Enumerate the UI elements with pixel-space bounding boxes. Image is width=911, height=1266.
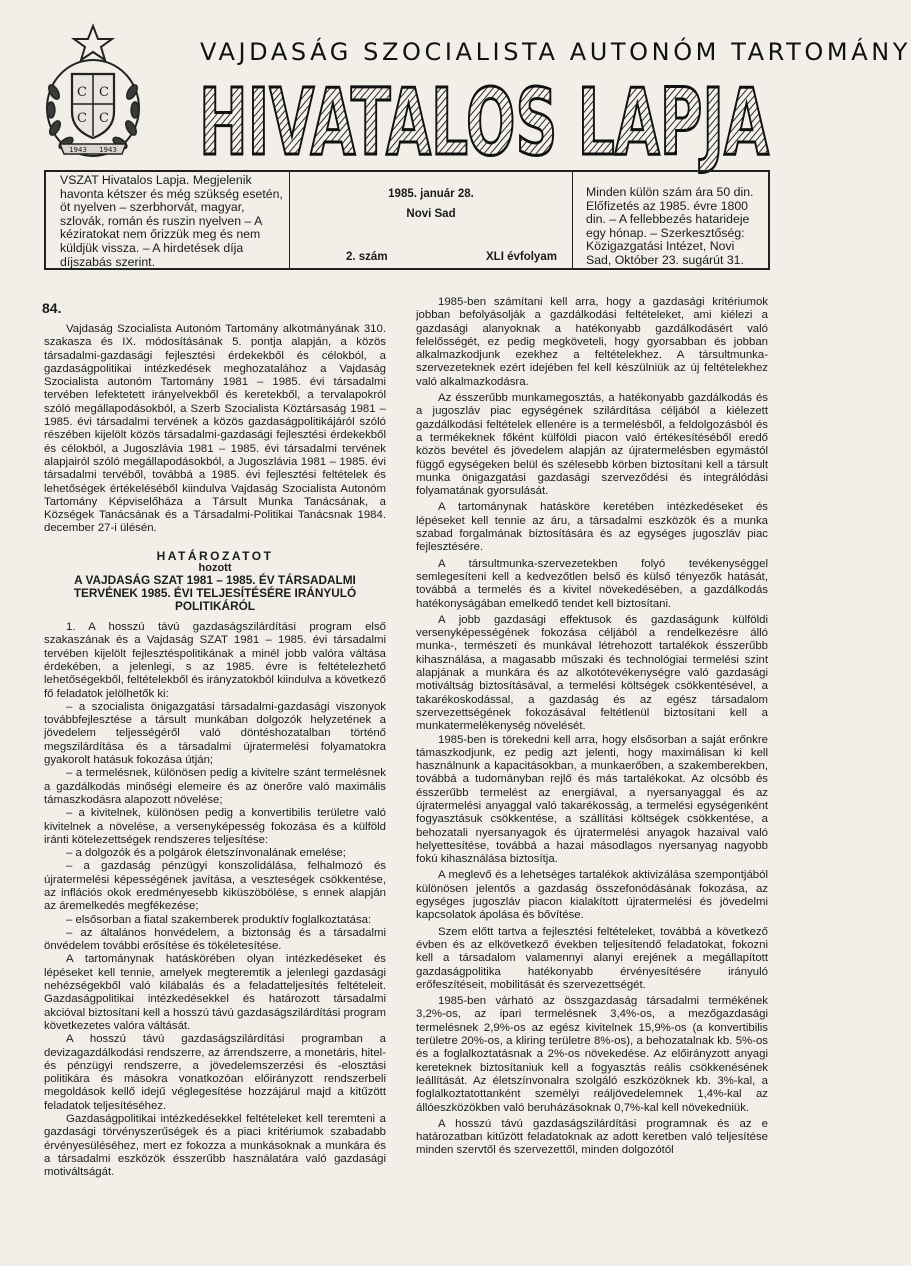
body-paragraph: A meglevő és a lehetséges tartalékok aktivizálása szempontjából különösen jelentős a gazdaság összefonódásának fokozása, az egységes jugoszláv piacon kialakított újratermelési és jövedelmi kapcsolatok ápolása és bővítése.: [416, 869, 768, 922]
coat-of-arms-icon: [42, 22, 144, 162]
document-number: 84.: [42, 300, 62, 316]
pricing-and-editorial: Minden külön szám ára 50 din. Előfizetés az 1985. évre 1800 din. – A fellebbezés hatarideje egy hónap. – Szerkesztőség: Közigazgatási Intézet, Novi Sad, Október 23. sugárút 31.: [586, 185, 754, 267]
list-item: – a szocialista önigazgatási társadalmi-gazdasági viszonyok továbbfejlesztése a társult munkában dolgozók helyzetének a jövedelem teljességéről való döntéshozatalban történő megszilárdítása és a társadalmi újratermelési folyamatokra gyakorolt hatásuk fokozása útján;: [44, 700, 386, 767]
province-supertitle: VAJDASÁG SZOCIALISTA AUTONÓM TARTOMÁNY: [200, 38, 911, 66]
body-paragraph: A hosszú távú gazdaságszilárdítási programban a devizagazdálkodási rendszerre, az árrendszerre, a monetáris, hitel- és pénzügyi rendszerre, a jövedelemszerzési és -elosztási politikára és másokra vonatkozóan előirányzott rendszerbeli megoldások kellő idejű véglegesítése hozzájárul majd a kitűzött feladatok teljesítéséhez.: [44, 1033, 386, 1112]
issue-number: 2. szám: [346, 251, 388, 263]
body-paragraph: Az ésszerűbb munkamegosztás, a hatékonyabb gazdálkodás és a jugoszláv piac egységének szilárdítása céljából a kiélezett gazdálkodási feltételek ellenére is a termelésből, a feldolgozásból és a termékeknek főként külföldi piacon való értékesítéséből eredő közös bevétel és jövedelem alapján az újratermelésben egymástól függő egységeken belül és szélesebb körben biztosítani kell a társult munka önigazgatási gazdasági szerveződési és integrálódási folyamatának gyorsulását.: [416, 392, 768, 498]
list-item: – a termelésnek, különösen pedig a kivitelre szánt termelésnek a gazdálkodás minőségi elemeire és az önerőre való maximális támaszkodásra alapozott növelése;: [44, 767, 386, 806]
body-paragraph: 1985-ben számítani kell arra, hogy a gazdasági kritériumok jobban befolyásolják a gazdálkodási feltételeket, ami kiélezi a gazdasági alanyoknak a hatékonyabb gazdálkodásért való felelősségét, ez pedig megköveteli, hogy gyorsabban és jobban alkalmazkodjunk ezekhez a feltételekhez. A társultmunka-szervezeteknek ezért idejében fel kell készülniük az új feltételekhez való alkalmazkodásra.: [416, 296, 768, 388]
right-column: [416, 296, 768, 1158]
body-paragraph: A tartománynak hatáskörében olyan intézkedéseket és lépéseket kell tennie, amelyek megteremtik a jelenlegi gazdasági nehézségekből való kilábalás és a feladatteljesítés feltételeit. Gazdaságpolitikai intézkedésekkel és határozott társadalmi akcióval biztosítani kell a hosszú távú gazdaságszilárdítási program következetes valóra váltását.: [44, 953, 386, 1032]
decision-heading-subject: A VAJDASÁG SZAT 1981 – 1985. ÉV TÁRSADALMI TERVÉNEK 1985. ÉVI TELJESÍTÉSÉRE IRÁNYULÓ POLITIKÁRÓL: [73, 573, 357, 614]
body-paragraph: A társultmunka-szervezetekben folyó tevékenységgel semlegesíteni kell a kedvezőtlen belső és külső tényezők hatását, továbbá a termelés és a kivitel növekedésében, a gazdálkodás hatékonyságában emelkedő tendet kell biztosítani.: [416, 557, 768, 610]
body-paragraph: Gazdaságpolitikai intézkedésekkel feltételeket kell teremteni a gazdasági törvényszerűségek és a piaci kritériumok szabadabb érvényesüléséhez, mert ez fokozza a munkásoknak a munkára és a társadalmi eszközök ésszerűbb használatára való gazdasági motiváltságát.: [44, 1113, 386, 1179]
svg-text:C: C: [99, 111, 109, 126]
issue-date: 1985. január 28.: [388, 188, 474, 200]
list-item: – az általános honvédelem, a biztonság és a társadalmi önvédelem további erősítése és tökéletesítése.: [44, 926, 386, 953]
body-paragraph: A tartománynak hatásköre keretében intézkedéseket és lépéseket kell tennie az áru, a társadalmi eszközök és a munka szabad forgalmának biztosítására és az egységes jugoszláv piac fejlesztésére.: [416, 501, 768, 554]
coat-of-arms-emblem: [42, 22, 144, 162]
body-paragraph: A jobb gazdasági effektusok és gazdaságunk külföldi versenyképességének fokozása céljából a rendelkezésre álló munka-, természeti és munkával létrehozott tartalékok ésszerűbb kihasználása, a magasabb műszaki és technológiai termelési szint alapjának a munkára és az alkotótevékenységre való gazdasági motiváltság biztosításával, a termelési költségek csökkentésével, a takarékoskodással, a gazdaság és az egész társadalom szervezettségének fokozásával feltétlenül biztosítani kell a munkatermelékenység növelését.: [416, 613, 768, 733]
preamble-paragraph: Vajdaság Szocialista Autonóm Tartomány alkotmányának 310. szakasza és IX. módosításának 5. pontja alapján, a közös társadalmi-gazdasági fejlesztési érdekekből és célokból, a gazdaságpolitikai intézkedések meghozatalához a Vajdaság Szocialista autonóm Tartomány 1981 – 1985. évi társadalmi tervében lefektetett irányelvekből és keretekből, a tervalapokról szóló megállapodásokból, a Szerb Szocialista Köztársaság 1981 – 1985. évi társadalmi tervének a közös gazdaságpolitikájáról szóló részében kijelölt közös társadalmi-gazdasági fejlesztési érdekekből és célokból, a Jugoszlávia 1981 – 1985. évi társadalmi tervének alapjairól szóló megállapodásokból, a Jugoszlávia 1981 – 1985. évi társadalmi tervéből, továbbá a 1985. évi fejlesztési feltételek és lehetőségek értékeléséből kiindulva Vajdaság Szocialista Autonóm Tartomány Képviselőháza a Társult Munka Tanácsának, a Községek Tanácsának és a Társadalmi-Politikai Tanácsnak 1984. december 27-i ülésén.: [44, 323, 386, 535]
issue-place: Novi Sad: [406, 208, 456, 220]
svg-text:C: C: [99, 85, 109, 100]
decision-heading: [44, 550, 386, 613]
svg-text:C: C: [77, 111, 87, 126]
volume-number: XLI évfolyam: [486, 251, 557, 263]
masthead-info-box: [44, 170, 770, 270]
gazette-title: [196, 69, 772, 176]
emblem-year-left: 1943: [69, 146, 87, 154]
gazette-title-text: HIVATALOS LAPJA: [199, 69, 769, 176]
body-paragraph: 1985-ben is törekedni kell arra, hogy elsősorban a saját erőnkre támaszkodjunk, ez pedig azt jelenti, hogy maximálisan ki kell használnunk a kapacitásokban, a munkaerőben, a szakemberekben, továbbá a tudományban rejlő és más tartalékokat. Az olcsóbb és ésszerűbb termelést az energiával, a nyersanyaggal és az újratermelési anyaggal való takarékosság, a termelési egységenként fogyasztásuk csökkentése, a szállítási költségek csökkentése, a behozatali nyersanyagok és újratermelési anyagok hazaival való helyettesítése, továbbá a hazai másodlagos nyersanyag nagyobb fokú kihasználása biztosítja.: [416, 733, 768, 866]
emblem-year-right: 1943: [99, 146, 117, 154]
svg-text:C: C: [77, 85, 87, 100]
body-paragraph: Szem előtt tartva a fejlesztési feltételeket, továbbá a következő évben és az elkövetkező években teljesítendő feladatokat, fokozni kell a társadalom valamennyi alanyi erejének a megállapított gazdaságpolitika hatékonyabb érvényesítésére irányuló erőfeszítéseit, mobilitását és szervezettségét.: [416, 925, 768, 991]
left-column: [44, 323, 386, 1180]
body-paragraph: A hosszú távú gazdaságszilárdítási programnak és az e határozatban kitűzött feladatoknak az adott keretben való teljesítése minden szervtől és szervezettől, minden dolgozótól: [416, 1117, 768, 1157]
list-item: – a dolgozók és a polgárok életszínvonalának emelése;: [66, 847, 346, 860]
decision-heading-verb: hozott: [198, 562, 232, 575]
list-item: – a gazdaság pénzügyi konszolidálása, felhalmozó és újratermelési képességének javítása, a veszteségek csökkentése, az inflációs okok eredményesebb kiküszöbölése, s ennek alapján az áremelkedés megfékezése;: [44, 860, 386, 913]
body-paragraph: 1. A hosszú távú gazdaságszilárdítási program első szakaszának és a Vajdaság SZAT 1981 – 1985. évi társadalmi tervében kijelölt fejlesztéspolitikának a minél jobb valóra váltása érdekében, a jelenlegi, s az 1985. évre is feltételezhető lehetőségekből, feltételekből és irányzatokból kiindulva a következő fő feladatok jelölhetők ki:: [44, 621, 386, 700]
list-item: – elsősorban a fiatal szakemberek produktív foglalkoztatása:: [66, 913, 372, 926]
issue-details: [290, 172, 573, 268]
body-paragraph: 1985-ben várható az összgazdaság társadalmi termékének 3,2%-os, az ipari termelésnek 3,4%-os, a mezőgazdasági termelésnek 2,9%-os az egész kivitelnek 15,9%-os (a konvertibilis területre 20%-os, a kliring területre 8%-os), a behozatalnak kb. 5%-os és a foglalkoztatásnak a 2%-os növekedése. Az előirányzott anyagi kereteknek biztosítaniuk kell a fogyasztás reális csökkenésének leállítását. Az életszínvonalra szolgáló eszközöknek kb. 3%-kal, a foglalkoztatottanként személyi reáljövedelemnek 1,4%-kal az állóeszközökben való beruházásoknak 0,7%-kal kell növekedniük.: [416, 995, 768, 1114]
list-item: – a kivitelnek, különösen pedig a konvertibilis területre való kivitelnek a növelése, a versenyképesség fokozása és a külföld iránti kötelezettségek rendszeres teljesítése:: [44, 807, 386, 846]
decision-heading-title: HATÁROZATOT: [156, 548, 274, 563]
publication-notice: VSZAT Hivatalos Lapja. Megjelenik havonta kétszer és még szükség esetén, öt nyelven – szerbhorvát, magyar, szlovák, román és ruszin nyelven – A kéziratokat nem őrizzük meg és nem küldjük vissza. – A hirdetések díja díjszabás szerint.: [46, 172, 290, 268]
